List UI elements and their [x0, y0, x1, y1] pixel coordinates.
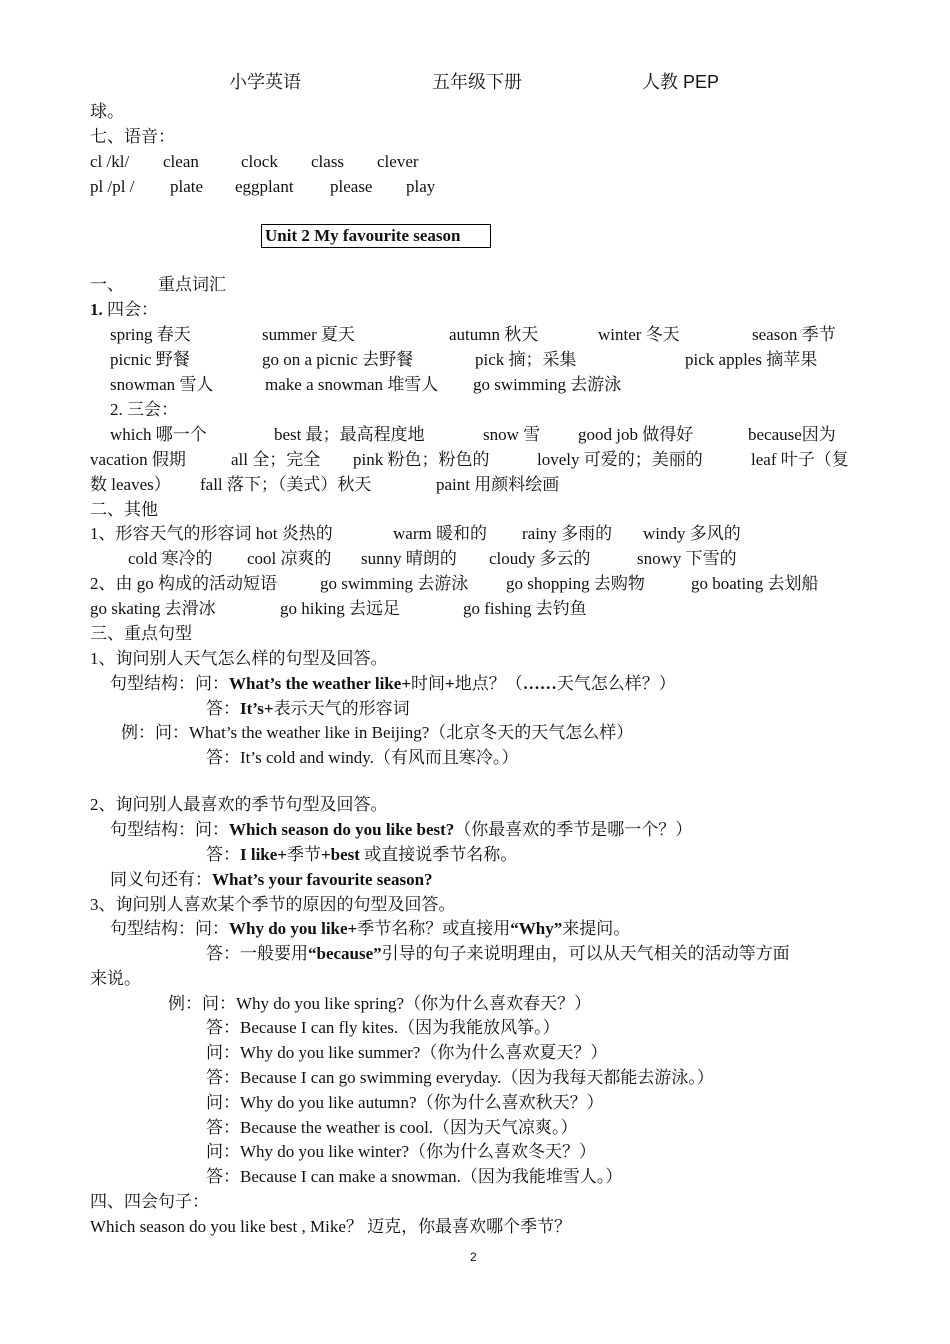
text: 地点？（ — [454, 674, 523, 693]
bold-text: “Why” — [510, 919, 563, 938]
continued-text: 球。 — [90, 102, 124, 121]
other-item: cloudy 多云的 — [489, 549, 591, 568]
text: 季节 — [287, 845, 321, 864]
header-grade: 五年级下册 — [432, 72, 522, 92]
phonics-sound: cl /kl/ — [90, 152, 130, 171]
vocab-item: spring 春天 — [110, 325, 191, 344]
example-line: 问：Why do you like summer?（你为什么喜欢夏天？） — [206, 1043, 608, 1062]
phonics-word: eggplant — [235, 177, 294, 196]
pattern-2-synonym — [110, 868, 433, 892]
other-item: go skating 去滑冰 — [90, 599, 216, 618]
unit-title: Unit 2 My favourite season — [261, 224, 491, 248]
vocab-item: snowman 雪人 — [110, 375, 214, 394]
phonics-word: play — [406, 177, 436, 196]
example-line: 答：Because I can fly kites.（因为我能放风筝。） — [206, 1018, 560, 1037]
text: 引导的句子来说明理由，可以从天气相关的活动等方面 — [381, 944, 790, 963]
pattern-3-answer-cont: 来说。 — [90, 969, 141, 988]
pattern-3-title: 3、询问别人喜欢某个季节的原因的句型及回答。 — [90, 895, 456, 914]
label: 答： — [206, 699, 240, 718]
text: 或直接说季节名称。 — [359, 845, 518, 864]
bold-text: Why do you like+ — [229, 919, 358, 938]
vocab-item: go on a picnic 去野餐 — [262, 350, 414, 369]
section-one-number: 一、 — [90, 275, 124, 294]
vocab-item: autumn 秋天 — [449, 325, 539, 344]
key-sentence: Which season do you like best , Mike？ 迈克，你最喜欢哪个季节？ — [90, 1217, 572, 1236]
vocab-item: good job 做得好 — [578, 425, 694, 444]
pattern-3-question — [110, 917, 630, 941]
vocab-item: winter 冬天 — [598, 325, 680, 344]
pattern-2-title: 2、询问别人最喜欢的季节句型及回答。 — [90, 795, 388, 814]
vocab-item: paint 用颜料绘画 — [436, 475, 560, 494]
phonics-sound: pl /pl / — [90, 177, 135, 196]
bold-text: What’s the weather like+ — [229, 674, 412, 693]
label: 同义句还有： — [110, 870, 212, 889]
other-item: go hiking 去远足 — [280, 599, 400, 618]
bold-text: …… — [522, 674, 557, 693]
page-number: 2 — [470, 1250, 477, 1264]
example-line: 问：Why do you like winter?（你为什么喜欢冬天？） — [206, 1142, 597, 1161]
text: （你最喜欢的季节是哪一个？） — [454, 820, 693, 839]
vocab-item: season 季节 — [752, 325, 836, 344]
other-item: go boating 去划船 — [691, 574, 819, 593]
label: 答： — [206, 845, 240, 864]
vocab-item: snow 雪 — [483, 425, 541, 444]
four-skill-label: 四会： — [107, 300, 158, 319]
bold-text: “because” — [308, 944, 382, 963]
section-three-heading: 三、重点句型 — [90, 624, 192, 643]
item-number: 1. — [90, 300, 103, 319]
section-one-heading: 重点词汇 — [158, 275, 226, 294]
vocab-item: summer 夏天 — [262, 325, 356, 344]
label: 句型结构：问： — [110, 820, 229, 839]
header-subject: 小学英语 — [229, 72, 301, 92]
pattern-2-answer — [206, 843, 517, 867]
vocab-item: all 全；完全 — [231, 450, 321, 469]
vocab-item: which 哪一个 — [110, 425, 207, 444]
vocab-item: go swimming 去游泳 — [473, 375, 622, 394]
bold-text: Which season do you like best? — [229, 820, 455, 839]
pattern-1-example-q: 例：问：What’s the weather like in Beijing?（北京冬天的天气怎么样） — [121, 723, 634, 742]
vocab-item: vacation 假期 — [90, 450, 186, 469]
bold-text: It’s+ — [240, 699, 274, 718]
other-item: go fishing 去钓鱼 — [463, 599, 587, 618]
example-line: 答：Because the weather is cool.（因为天气凉爽。） — [206, 1118, 578, 1137]
four-skill-heading — [90, 298, 158, 322]
other-item: go shopping 去购物 — [506, 574, 645, 593]
other-item: snowy 下雪的 — [637, 549, 737, 568]
pattern-1-question — [110, 672, 676, 696]
example-line: 问：Why do you like autumn?（你为什么喜欢秋天？） — [206, 1093, 604, 1112]
phonics-word: clean — [163, 152, 199, 171]
text: 季节名称？或直接用 — [357, 919, 511, 938]
vocab-item: pick 摘；采集 — [475, 350, 577, 369]
bold-text: +best — [321, 845, 360, 864]
bold-text: I like+ — [240, 845, 287, 864]
section-four-heading: 四、四会句子： — [90, 1192, 209, 1211]
vocab-item: fall 落下；（美式）秋天 — [200, 475, 372, 494]
other-item: 1、形容天气的形容词 hot 炎热的 — [90, 524, 333, 543]
other-item: warm 暖和的 — [393, 524, 487, 543]
label: 句型结构：问： — [110, 919, 229, 938]
text: 表示天气的形容词 — [273, 699, 410, 718]
text: 时间 — [411, 674, 446, 693]
other-item: rainy 多雨的 — [522, 524, 613, 543]
other-item: windy 多风的 — [643, 524, 741, 543]
other-item: sunny 晴朗的 — [361, 549, 457, 568]
vocab-item: best 最；最高程度地 — [274, 425, 425, 444]
phonics-word: clever — [377, 152, 419, 171]
text: 来提问。 — [562, 919, 631, 938]
other-item: go swimming 去游泳 — [320, 574, 469, 593]
phonics-word: plate — [170, 177, 204, 196]
vocab-item: picnic 野餐 — [110, 350, 190, 369]
example-line: 答：Because I can make a snowman.（因为我能堆雪人。） — [206, 1167, 623, 1186]
pattern-1-title: 1、询问别人天气怎么样的句型及回答。 — [90, 649, 388, 668]
section-two-heading: 二、其他 — [90, 500, 158, 519]
vocab-item: pick apples 摘苹果 — [685, 350, 818, 369]
vocab-item: lovely 可爱的；美丽的 — [537, 450, 703, 469]
phonics-word: clock — [241, 152, 278, 171]
example-line: 答：Because I can go swimming everyday.（因为我每天都能去游泳。） — [206, 1068, 714, 1087]
pattern-3-answer — [206, 942, 790, 966]
vocab-item: make a snowman 堆雪人 — [265, 375, 439, 394]
other-item: cool 凉爽的 — [247, 549, 332, 568]
other-item: 2、由 go 构成的活动短语 — [90, 574, 277, 593]
text: 天气怎么样？） — [556, 674, 676, 693]
section-phonics-heading: 七、语音： — [90, 127, 175, 146]
vocab-item: because因为 — [748, 425, 836, 444]
example-line: 例：问：Why do you like spring?（你为什么喜欢春天？） — [168, 994, 592, 1013]
label: 答：一般要用 — [206, 944, 308, 963]
vocab-item: pink 粉色；粉色的 — [353, 450, 490, 469]
header-publisher: 人教 PEP — [642, 72, 720, 92]
vocab-item: 数 leaves） — [90, 475, 171, 494]
bold-text: + — [445, 674, 455, 693]
phonics-word: class — [311, 152, 345, 171]
pattern-1-example-a: 答：It’s cold and windy.（有风而且寒冷。） — [206, 748, 519, 767]
pattern-2-question — [110, 818, 692, 842]
phonics-word: please — [330, 177, 373, 196]
pattern-1-answer — [206, 697, 410, 721]
three-skill-heading: 2. 三会： — [110, 400, 178, 419]
bold-text: What’s your favourite season? — [212, 870, 433, 889]
label: 句型结构：问： — [110, 674, 229, 693]
other-item: cold 寒冷的 — [128, 549, 213, 568]
vocab-item: leaf 叶子（复 — [751, 450, 849, 469]
